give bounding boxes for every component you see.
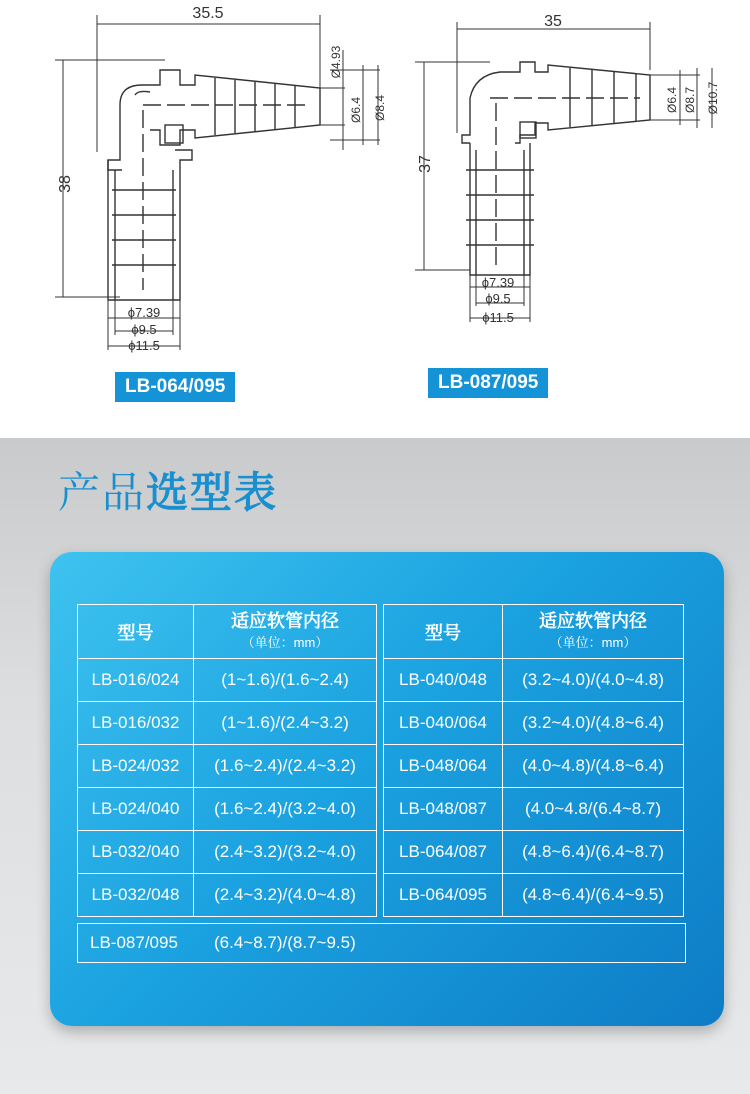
- model-cell: LB-040/048: [384, 659, 503, 702]
- model-cell: LB-048/064: [384, 745, 503, 788]
- left-model-label: LB-064/095: [115, 372, 235, 402]
- full-row-range: (6.4~8.7)/(8.7~9.5): [214, 933, 356, 952]
- col-unit: （单位：mm）: [549, 634, 637, 650]
- col-diameter-header: [503, 605, 684, 659]
- full-width-row: [77, 923, 686, 963]
- range-cell: (1.6~2.4)/(2.4~3.2): [194, 745, 377, 788]
- left-height-dim: 38: [57, 175, 74, 193]
- selection-table-section: [0, 438, 750, 1094]
- model-cell: LB-064/095: [384, 874, 503, 917]
- table-row: [78, 659, 377, 702]
- table-row: [78, 874, 377, 917]
- right-height-dim: 37: [417, 155, 434, 173]
- table-row: [78, 788, 377, 831]
- right-d3-dim: Ø10.7: [706, 81, 720, 115]
- range-cell: (3.2~4.0)/(4.8~6.4): [503, 702, 684, 745]
- range-cell: (4.0~4.8/(6.4~8.7): [503, 788, 684, 831]
- range-cell: (1~1.6)/(2.4~3.2): [194, 702, 377, 745]
- table-row: [384, 659, 684, 702]
- model-cell: LB-024/032: [78, 745, 194, 788]
- right-width-dim: 35: [544, 13, 562, 30]
- model-cell: LB-016/024: [78, 659, 194, 702]
- left-table: [77, 604, 377, 917]
- technical-drawings: [0, 0, 750, 438]
- col-model-header: 型号: [78, 605, 194, 659]
- drawings-section: [0, 0, 750, 438]
- model-cell: LB-040/064: [384, 702, 503, 745]
- right-b1-dim: ϕ7.39: [481, 275, 515, 290]
- table-row: [384, 745, 684, 788]
- model-cell: LB-024/040: [78, 788, 194, 831]
- range-cell: (4.0~4.8)/(4.8~6.4): [503, 745, 684, 788]
- range-cell: (2.4~3.2)/(3.2~4.0): [194, 831, 377, 874]
- table-row: [384, 788, 684, 831]
- range-cell: (2.4~3.2)/(4.0~4.8): [194, 874, 377, 917]
- right-elbow-drawing: [415, 22, 712, 322]
- left-d1-dim: Ø4.93: [329, 45, 343, 79]
- col-unit: （单位：mm）: [241, 634, 329, 650]
- table-row: [78, 831, 377, 874]
- title-part2: 选型表: [146, 468, 279, 517]
- section-title: [58, 460, 278, 520]
- right-b2-dim: ϕ9.5: [485, 291, 511, 306]
- table-row: [78, 702, 377, 745]
- right-d1-dim: Ø6.4: [665, 86, 679, 114]
- col-diameter-title: 适应软管内径: [539, 610, 647, 631]
- left-width-dim: 35.5: [192, 5, 224, 22]
- selection-card: [50, 552, 724, 1026]
- title-part1: 产品: [58, 468, 147, 517]
- range-cell: (4.8~6.4)/(6.4~9.5): [503, 874, 684, 917]
- full-row-model: LB-087/095: [90, 933, 178, 952]
- model-cell: LB-032/040: [78, 831, 194, 874]
- table-row: [384, 702, 684, 745]
- right-d2-dim: Ø8.7: [683, 86, 697, 114]
- left-b3-dim: ϕ11.5: [128, 338, 160, 353]
- col-diameter-title: 适应软管内径: [231, 610, 339, 631]
- left-b1-dim: ϕ7.39: [127, 305, 161, 320]
- right-b3-dim: ϕ11.5: [482, 310, 514, 325]
- range-cell: (1.6~2.4)/(3.2~4.0): [194, 788, 377, 831]
- col-model-header: 型号: [384, 605, 503, 659]
- table-row: [78, 745, 377, 788]
- left-d3-dim: Ø8.4: [373, 94, 387, 122]
- table-row: [384, 874, 684, 917]
- left-d2-dim: Ø6.4: [349, 96, 363, 124]
- range-cell: (1~1.6)/(1.6~2.4): [194, 659, 377, 702]
- left-b2-dim: ϕ9.5: [131, 322, 157, 337]
- model-cell: LB-048/087: [384, 788, 503, 831]
- range-cell: (3.2~4.0)/(4.0~4.8): [503, 659, 684, 702]
- right-model-label: LB-087/095: [428, 368, 548, 398]
- right-table: [383, 604, 684, 917]
- col-diameter-header: [194, 605, 377, 659]
- model-cell: LB-016/032: [78, 702, 194, 745]
- model-cell: LB-064/087: [384, 831, 503, 874]
- model-cell: LB-032/048: [78, 874, 194, 917]
- range-cell: (4.8~6.4)/(6.4~8.7): [503, 831, 684, 874]
- table-row: [384, 831, 684, 874]
